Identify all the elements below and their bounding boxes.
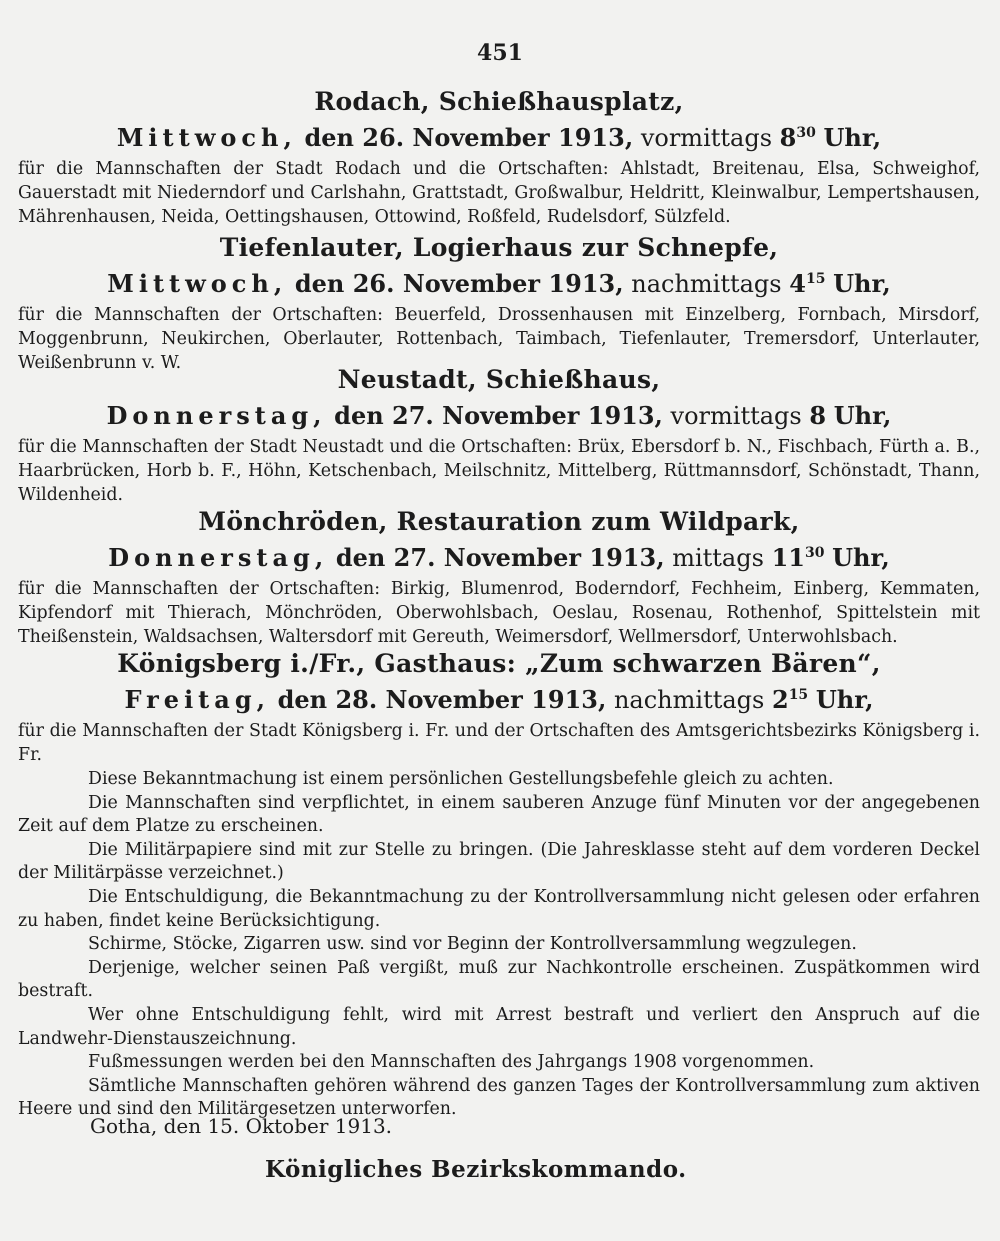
note-paragraph: Schirme, Stöcke, Zigarren usw. sind vor Beginn der Kontrollversammlung wegzulegen. xyxy=(88,934,857,955)
section-time-minutes: 30 xyxy=(804,545,825,561)
signature: Königliches Bezirkskommando. xyxy=(265,1156,687,1183)
note-paragraph: Sämtliche Mannschaften gehören während des ganzen Tages der Kontrollversammlung zum aktiven Heere und sind den Militärgesetzen unterworfen. xyxy=(18,1075,980,1120)
section-datetime xyxy=(18,118,980,153)
section-date: den 27. November 1913, xyxy=(334,401,663,430)
section-weekday: Freitag, xyxy=(124,685,270,714)
section-date: den 26. November 1913, xyxy=(294,269,624,298)
page-number: 451 xyxy=(477,40,523,66)
section-time-hour: 8 xyxy=(809,401,827,430)
section-place: Mönchröden, Restauration zum Wildpark, xyxy=(198,507,800,536)
section-weekday: Donnerstag, xyxy=(106,401,327,430)
section-time-hour: 11 xyxy=(771,543,805,572)
section-weekday: Mittwoch, xyxy=(107,269,288,298)
section-koenigsberg xyxy=(18,648,980,767)
section-time-minutes: 30 xyxy=(796,125,816,141)
section-time-minutes: 15 xyxy=(805,271,826,287)
section-datetime xyxy=(18,396,980,431)
date-line: Gotha, den 15. Oktober 1913. xyxy=(90,1114,393,1138)
note-paragraph: Die Mannschaften sind verpflichtet, in einem sauberen Anzuge fünf Minuten vor der angegebenen Zeit auf dem Platze zu erscheinen. xyxy=(18,792,980,837)
note-paragraph: Diese Bekanntmachung ist einem persönlichen Gestellungsbefehle gleich zu achten. xyxy=(88,769,834,789)
section-datetime xyxy=(18,538,980,573)
section-time-suffix: Uhr, xyxy=(815,685,874,714)
note-paragraph: Die Entschuldigung, die Bekanntmachung zu der Kontrollversammlung nicht gelesen oder erfahren zu haben, findet keine Berücksichtigung. xyxy=(18,886,980,931)
section-weekday: Donnerstag, xyxy=(108,543,329,572)
section-time-hour: 8 xyxy=(779,123,797,152)
section-time-prefix: nachmittags xyxy=(631,270,782,298)
section-time-suffix: Uhr, xyxy=(833,401,892,430)
section-date: den 27. November 1913, xyxy=(335,543,665,572)
note-paragraph: Wer ohne Entschuldigung fehlt, wird mit Arrest bestraft und verliert den Anspruch auf die Landwehr-Dienstauszeichnung. xyxy=(18,1004,980,1049)
notes-block xyxy=(18,768,980,1122)
section-place: Königsberg i./Fr., Gasthaus: „Zum schwarzen Bären“, xyxy=(117,649,881,678)
section-attendees: für die Mannschaften der Stadt Neustadt und die Ortschaften: Brüx, Ebersdorf b. N., Fischbach, Fürth a. B., Haarbrücken, Horb b. F., Höhn, Ketschenbach, Meilschnitz, Mittelberg, Rüttmannsdorf, Schönstadt, Thann, Wildenheid. xyxy=(18,437,980,505)
section-time-minutes: 15 xyxy=(788,687,809,703)
section-datetime xyxy=(18,680,980,715)
section-attendees: für die Mannschaften der Stadt Rodach und die Ortschaften: Ahlstadt, Breitenau, Elsa, Schweighof, Gauerstadt mit Niederndorf und Carlshahn, Grattstadt, Großwalbur, Heldritt, Kleinwalbur, Lempertshausen, Mährenhausen, Neida, Oettingshausen, Ottowind, Roßfeld, Rudelsdorf, Sülzfeld. xyxy=(18,159,980,227)
section-tiefenlauter xyxy=(18,232,980,375)
section-date: den 26. November 1913, xyxy=(304,123,634,152)
section-time-prefix: vormittags xyxy=(640,124,773,152)
section-time-suffix: Uhr, xyxy=(823,123,882,152)
section-moenchroeden xyxy=(18,506,980,649)
section-time-hour: 2 xyxy=(771,685,789,714)
section-attendees: für die Mannschaften der Stadt Königsberg i. Fr. und der Ortschaften des Amtsgerichtsbezirks Königsberg i. Fr. xyxy=(18,721,980,765)
section-attendees: für die Mannschaften der Ortschaften: Birkig, Blumenrod, Boderndorf, Fechheim, Einberg, Kemmaten, Kipfendorf mit Thierach, Mönchröden, Oberwohlsbach, Oeslau, Rosenau, Rothenhof, Spittelstein mit Theißenstein, Waldsachsen, Waltersdorf mit Gereuth, Weimersdorf, Wellmersdorf, Unterwohlsbach. xyxy=(18,579,980,647)
section-time-prefix: nachmittags xyxy=(613,686,765,714)
section-place: Neustadt, Schießhaus, xyxy=(337,365,661,394)
section-time-suffix: Uhr, xyxy=(833,269,891,298)
section-date: den 28. November 1913, xyxy=(277,685,607,714)
note-paragraph: Derjenige, welcher seinen Paß vergißt, muß zur Nachkontrolle erscheinen. Zuspätkommen wird bestraft. xyxy=(18,957,980,1002)
section-time-prefix: mittags xyxy=(672,544,764,572)
section-time-prefix: vormittags xyxy=(670,402,802,430)
section-place: Rodach, Schießhausplatz, xyxy=(314,87,684,116)
note-paragraph: Fußmessungen werden bei den Mannschaften des Jahrgangs 1908 vorgenommen. xyxy=(88,1052,815,1073)
section-weekday: Mittwoch, xyxy=(116,123,297,152)
section-neustadt xyxy=(18,364,980,507)
section-datetime xyxy=(18,264,980,299)
section-attendees: für die Mannschaften der Ortschaften: Beuerfeld, Drossenhausen mit Einzelberg, Fornbach, Mirsdorf, Moggenbrunn, Neukirchen, Oberlauter, Rottenbach, Taimbach, Tiefenlauter, Tremersdorf, Unterlauter, Weißenbrunn v. W. xyxy=(18,305,980,373)
note-paragraph: Die Militärpapiere sind mit zur Stelle zu bringen. (Die Jahresklasse steht auf dem vorderen Deckel der Militärpässe verzeichnet.) xyxy=(18,839,980,884)
section-time-hour: 4 xyxy=(789,269,806,298)
section-rodach xyxy=(18,86,980,229)
section-time-suffix: Uhr, xyxy=(832,543,890,572)
section-place: Tiefenlauter, Logierhaus zur Schnepfe, xyxy=(219,233,779,262)
